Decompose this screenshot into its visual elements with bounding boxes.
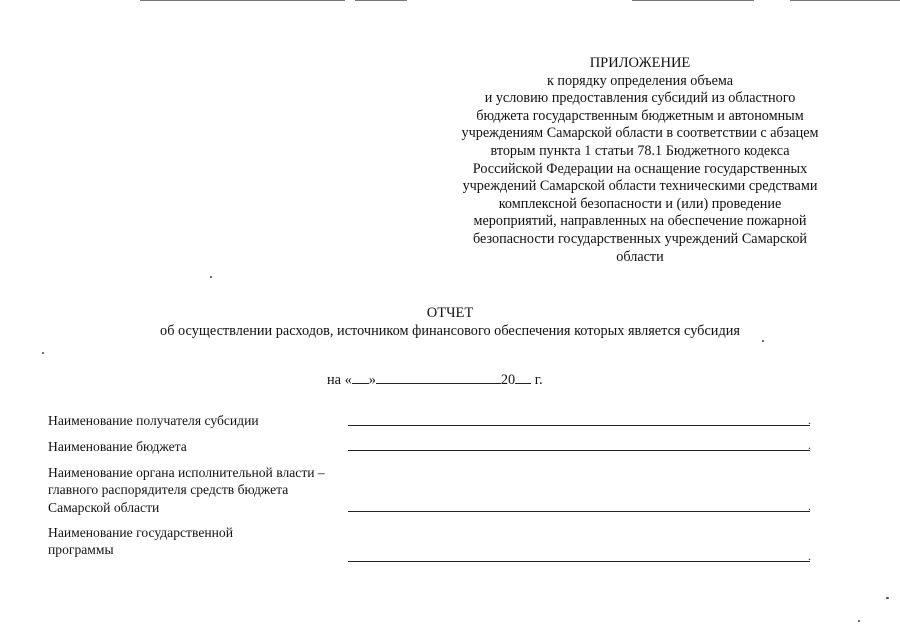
- appendix-line: учреждениям Самарской области в соответствии с абзацем: [461, 125, 819, 142]
- report-subtitle: об осуществлении расходов, источником финансового обеспечения которых является субсидия: [160, 323, 740, 339]
- appendix-line: области: [616, 248, 664, 265]
- scan-artifact-line: [790, 0, 900, 1]
- field-terminator: .: [808, 413, 811, 427]
- field-label-line: Наименование получателя субсидии: [48, 413, 259, 428]
- field-label-executive-body: [48, 464, 348, 516]
- field-label-line: Наименование государственной: [48, 525, 233, 540]
- date-prefix: на «: [327, 372, 352, 388]
- year-suffix: г.: [534, 372, 543, 388]
- appendix-line: вторым пункта 1 статьи 78.1 Бюджетного кодекса: [490, 142, 790, 159]
- field-label-line: Наименование органа исполнительной власти –: [48, 465, 325, 480]
- field-terminator: .: [808, 499, 811, 513]
- scan-speck: [886, 597, 889, 599]
- day-blank: [352, 369, 369, 384]
- field-label-line: Наименование бюджета: [48, 439, 187, 454]
- field-blank-executive-body: [348, 511, 810, 512]
- scan-speck: [858, 620, 860, 622]
- scan-artifact-line: [632, 0, 754, 1]
- appendix-line: безопасности государственных учреждений Самарской: [472, 230, 808, 247]
- year-prefix: 20: [500, 372, 516, 388]
- year-blank: [515, 369, 531, 384]
- appendix-line: Российской Федерации на оснащение государственных: [472, 160, 808, 177]
- date-close-quote: »: [368, 372, 376, 388]
- appendix-line: комплексной безопасности и (или) проведение: [498, 195, 782, 212]
- scan-artifact-line: [355, 0, 407, 1]
- field-terminator: .: [808, 549, 811, 563]
- report-title: ОТЧЕТ: [426, 305, 474, 321]
- field-label-line: главного распорядителя средств бюджета: [48, 482, 289, 498]
- appendix-line: к порядку определения объема: [546, 72, 734, 89]
- appendix-line: учреждений Самарской области техническими средствами: [462, 178, 818, 195]
- scan-artifact-line: [140, 0, 345, 1]
- scan-speck: [210, 276, 212, 278]
- field-label-line: программы: [48, 542, 114, 558]
- field-label-recipient: [48, 412, 348, 429]
- appendix-title: ПРИЛОЖЕНИЕ: [589, 55, 691, 71]
- appendix-header: [440, 55, 840, 266]
- appendix-line: мероприятий, направленных на обеспечение пожарной: [473, 213, 807, 230]
- appendix-line: и условию предоставления субсидий из областного: [484, 90, 796, 107]
- scan-speck: [762, 340, 764, 342]
- field-label-budget: [48, 438, 348, 455]
- scan-speck: [42, 352, 44, 354]
- field-blank-recipient: [348, 425, 810, 426]
- field-label-state-program: [48, 524, 348, 559]
- field-label-line: Самарской области: [48, 499, 160, 515]
- field-blank-state-program: [348, 561, 810, 562]
- field-blank-budget: [348, 450, 810, 451]
- report-date-line: [327, 369, 543, 389]
- appendix-line: бюджета государственным бюджетным и автономным: [476, 107, 804, 124]
- field-terminator: .: [808, 438, 811, 452]
- month-blank: [376, 369, 501, 384]
